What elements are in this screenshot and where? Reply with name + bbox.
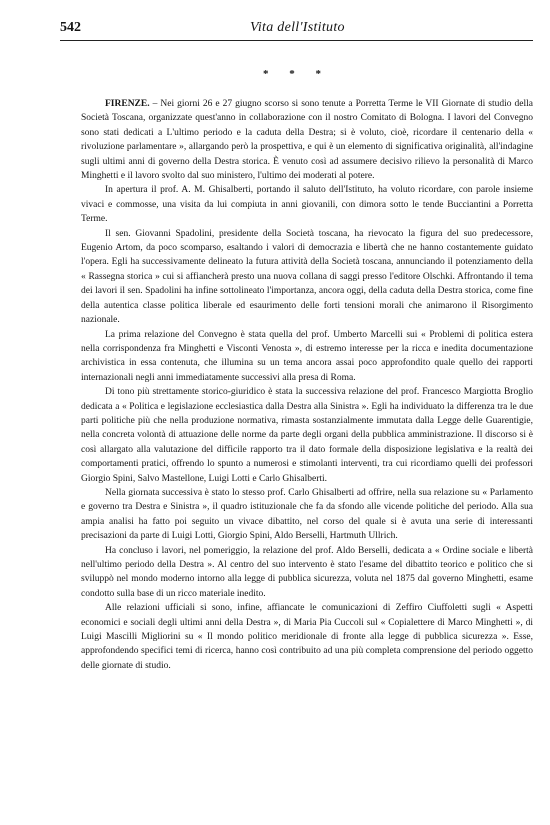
paragraph: Di tono più strettamente storico-giuridico è stata la successiva relazione del prof. Francesco Margiotta Broglio dedicata a « Politica e legislazione ecclesiastica dalla Destra alla Sinistra ». Egli ha individuato la differenza tra le due parti politiche più che nella produzione normativa, rimasta sostanzialmente immutata dalla Legge delle Guarentigie, nella concreta volontà di attuazione delle norme da parte degli organi della pubblica amministrazione. Il discorso si è così allargato alla valutazione del difficile rapporto tra il dato formale della disposizione legislativa e la realtà dei comportamenti pratici, offrendo lo spunto a numerosi e stimolanti interventi, tra cui ricordiamo quelli dei professori Giorgio Spini, Salvo Mastellone, Luigi Lotti e Carlo Ghisalberti. bbox=[81, 387, 533, 484]
header-rule bbox=[60, 40, 533, 41]
paragraph bbox=[81, 97, 533, 183]
paragraph: Il sen. Giovanni Spadolini, presidente della Società toscana, ha rievocato la figura del suo predecessore, Eugenio Artom, da poco scomparso, esaltando i valori di democrazia e libertà che ne hanno costantemente guidato l'opera. Egli ha successivamente delineato la futura attività della Società toscana, annunciando il potenziamento della « Rassegna storica » cui si affiancherà presto una nuova collana di saggi presso l'editore Olschki. Affrontando il tema dei lavori il sen. Spadolini ha infine sottolineato l'importanza, ancora oggi, della caduta della Destra storica, come fine della autentica classe politica liberale ed esaurimento delle forti tensioni morali che animarono il Risorgimento nazionale. bbox=[81, 228, 533, 326]
paragraph: Alle relazioni ufficiali si sono, infine, affiancate le comunicazioni di Zeffiro Ciuffoletti sugli « Aspetti economici e sociali degli ultimi anni della Destra », di Maria Pia Cuccoli sul « Copialettere di Marco Minghetti », di Luigi Mascilli Migliorini su « Il mondo politico meridionale di fronte alla legge di pubblica sicurezza ». Esse, approfondendo specifici temi di ricerca, hanno così contribuito ad una più completa comprensione del periodo oggetto delle giornate di studio. bbox=[81, 603, 533, 671]
paragraph: La prima relazione del Convegno è stata quella del prof. Umberto Marcelli sui « Problemi di politica estera nella corrispondenza fra Minghetti e Visconti Venosta », di estremo interesse per la ricca e inedita documentazione archivistica in essa contenuta, che illumina su un tema ancora assai poco approfondito quale quello dei rapporti internazionali negli anni immediatamente successivi alla presa di Roma. bbox=[81, 329, 533, 383]
page-number: 542 bbox=[60, 20, 81, 35]
section-separator: * * * bbox=[263, 68, 330, 80]
section-heading: FIRENZE. bbox=[105, 99, 150, 109]
paragraph: Nella giornata successiva è stato lo stesso prof. Carlo Ghisalberti ad offrire, nella sua relazione su « Parlamento e governo tra Destra e Sinistra », il quadro istituzionale che fa da sfondo alle vicende politiche del periodo. Alla sua ampia analisi ha fatto poi seguito un vivace dibattito, nel corso del quale si è avuta una serie di interessanti precisazioni da parte di Luigi Lotti, Giorgio Spini, Aldo Berselli, Hartmuth Ullrich. bbox=[81, 487, 533, 542]
paragraph-text: – Nei giorni 26 e 27 giugno scorso si sono tenute a Porretta Terme le VII Giornate di studio della Società Toscana, organizzate quest'anno in collaborazione con il nostro Comitato di Bologna. I lavori del Convegno sono stati dedicati a L'ultimo periodo e la caduta della Destra; si è voluto, cioè, ricordare il centenario della « rivoluzione parlamentare », allargando però la prospettiva, e qui è un elemento di significativa originalità, all'indagine sugli ultimi anni di governo della Destra storica. È venuto così ad assumere decisivo rilievo la personalità di Marco Minghetti e il lavoro svolto dal suo ministero, l'ultimo dei moderati al potere. bbox=[81, 99, 533, 182]
paragraph: In apertura il prof. A. M. Ghisalberti, portando il saluto dell'Istituto, ha voluto ricordare, con parole insieme vivaci e commosse, una visita da lui compiuta in anni giovanili, con dimora sotto le tende Bucciantini a Porretta Terme. bbox=[81, 185, 533, 225]
page-header bbox=[60, 20, 532, 40]
body-text bbox=[81, 97, 533, 673]
paragraph: Ha concluso i lavori, nel pomeriggio, la relazione del prof. Aldo Berselli, dedicata a « Ordine sociale e libertà nell'ultimo periodo della Destra ». Al centro del suo intervento è stato l'esame del dibattito teorico e politico che si sviluppò nel mondo moderno intorno alla legge di pubblica sicurezza, voluta nel 1875 dal governo Minghetti, esame condotto sulla base di un ricco materiale inedito. bbox=[81, 545, 533, 599]
running-title: Vita dell'Istituto bbox=[250, 20, 345, 35]
